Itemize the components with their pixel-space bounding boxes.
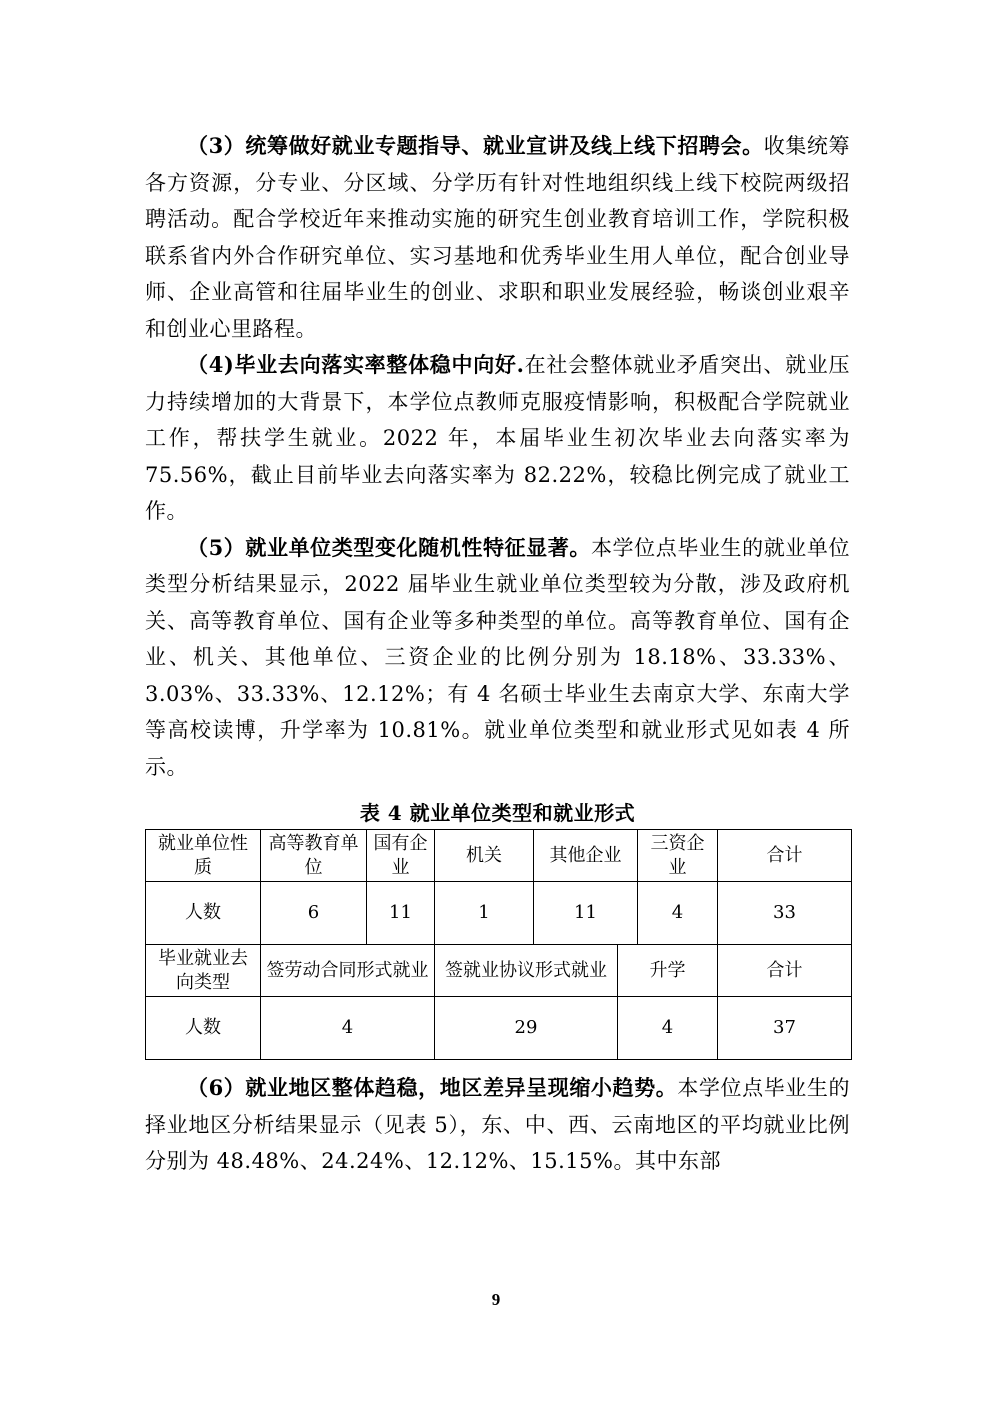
table-cell: 签劳动合同形式就业 [261,945,435,997]
table-row [146,830,852,882]
paragraph-6-body: 本学位点毕业生的择业地区分析结果显示（见表 5），东、中、西、云南地区的平均就业比例分别为 48.48%、24.24%、12.12%、15.15%。其中东部 [145,1076,850,1173]
paragraph-3 [145,128,850,347]
paragraph-6 [145,1070,850,1180]
table-cell: 合计 [718,945,852,997]
paragraph-4-body: 在社会整体就业矛盾突出、就业压力持续增加的大背景下，本学位点教师克服疫情影响，积极配合学院就业工作，帮扶学生就业。2022 年，本届毕业生初次毕业去向落实率为 75.56%，截止目前毕业去向落实率为 82.22%，较稳比例完成了就业工作。 [145,353,851,523]
table-cell: 11 [534,882,638,945]
table-4-caption: 表 4 就业单位类型和就业形式 [359,801,636,825]
table-cell: 升学 [618,945,718,997]
table-cell: 29 [435,997,618,1060]
table-cell: 人数 [146,997,261,1060]
table-cell: 4 [261,997,435,1060]
paragraph-5-lead: （5）就业单位类型变化随机性特征显著。 [187,534,591,560]
table-row [146,945,852,997]
table-cell: 11 [367,882,435,945]
table-cell: 1 [435,882,534,945]
paragraph-3-body: 收集统筹各方资源，分专业、分区域、分学历有针对性地组织线上线下校院两级招聘活动。配合学校近年来推动实施的研究生创业教育培训工作，学院积极联系省内外合作研究单位、实习基地和优秀毕业生用人单位，配合创业导师、企业高管和往届毕业生的创业、求职和职业发展经验，畅谈创业艰辛和创业心里路程。 [145,134,851,341]
table-4 [145,829,852,1060]
paragraph-4-lead: （4)毕业去向落实率整体稳中向好. [187,352,525,377]
table-cell: 毕业就业去向类型 [146,945,261,997]
table-cell: 人数 [146,882,261,945]
table-cell: 机关 [435,830,534,882]
table-cell: 4 [638,882,718,945]
table-cell: 33 [718,882,852,945]
paragraph-5 [145,530,850,786]
page-number: 9 [491,1290,501,1309]
table-row [146,997,852,1060]
table-cell: 高等教育单位 [261,830,367,882]
table-cell: 三资企业 [638,830,718,882]
document-page [145,128,850,1180]
table-cell: 4 [618,997,718,1060]
table-cell: 其他企业 [534,830,638,882]
paragraph-4 [145,347,850,530]
paragraph-6-lead: （6）就业地区整体趋稳，地区差异呈现缩小趋势。 [187,1075,678,1100]
table-cell: 国有企业 [367,830,435,882]
table-cell: 37 [718,997,852,1060]
table-cell: 就业单位性质 [146,830,261,882]
table-row [146,882,852,945]
table-cell: 6 [261,882,367,945]
table-cell: 合计 [718,830,852,882]
table-cell: 签就业协议形式就业 [435,945,618,997]
paragraph-5-body: 本学位点毕业生的就业单位类型分析结果显示，2022 届毕业生就业单位类型较为分散，涉及政府机关、高等教育单位、国有企业等多种类型的单位。高等教育单位、国有企业、机关、其他单位、三资企业的比例分别为 18.18%、33.33%、3.03%、33.33%、12.12%；有 4 名硕士毕业生去南京大学、东南大学等高校读博，升学率为 10.81%。就业单位类型和就业形式见如表 4 所示。 [145,535,850,779]
paragraph-3-lead: （3）统筹做好就业专题指导、就业宣讲及线上线下招聘会。 [187,133,764,158]
